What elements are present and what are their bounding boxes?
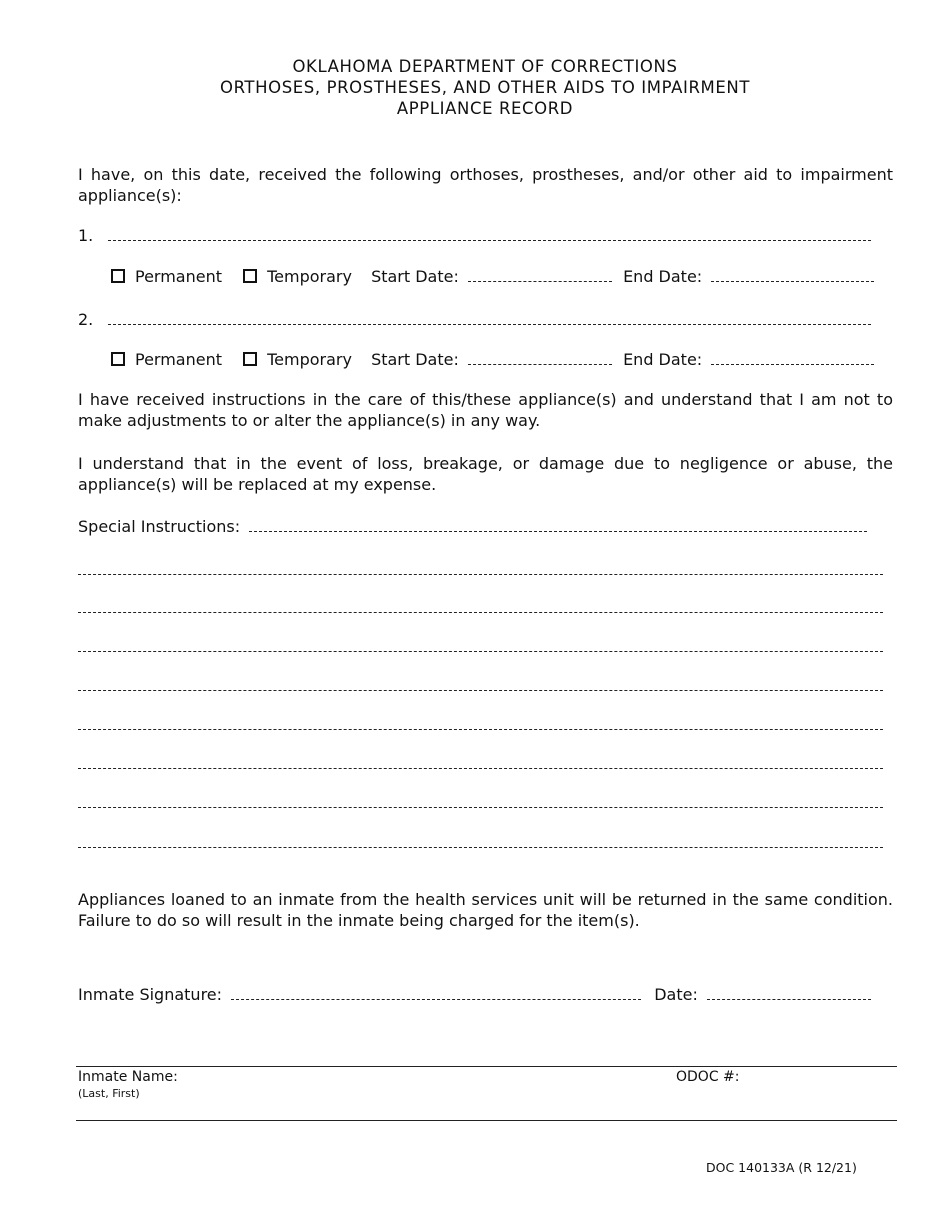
agency-title: OKLAHOMA DEPARTMENT OF CORRECTIONS	[292, 57, 678, 76]
special-instructions-line[interactable]	[78, 807, 883, 808]
inmate-name-hint: (Last, First)	[78, 1087, 140, 1100]
inmate-signature-label: Inmate Signature:	[78, 985, 223, 1004]
item-row-2	[78, 310, 871, 329]
form-subtitle: ORTHOSES, PROSTHESES, AND OTHER AIDS TO IMPAIRMENT	[219, 78, 750, 97]
inmate-signature-field[interactable]	[231, 985, 641, 1000]
temporary-label: Temporary	[267, 350, 352, 369]
end-date-field-1[interactable]	[711, 267, 874, 282]
special-instructions-line[interactable]	[78, 768, 883, 769]
special-instructions-label: Special Instructions:	[78, 517, 241, 536]
odoc-number-label: ODOC #:	[676, 1069, 740, 1085]
start-date-field-2[interactable]	[468, 350, 612, 365]
divider-line	[76, 1120, 897, 1121]
special-instructions-line[interactable]	[78, 574, 883, 575]
special-instructions-row	[78, 517, 867, 536]
special-instructions-line[interactable]	[78, 729, 883, 730]
end-date-field-2[interactable]	[711, 350, 874, 365]
start-date-field-1[interactable]	[468, 267, 612, 282]
divider-line	[76, 1066, 897, 1067]
end-date-label: End Date:	[623, 350, 703, 369]
temporary-checkbox-1[interactable]	[243, 269, 257, 283]
permanent-checkbox-1[interactable]	[111, 269, 125, 283]
item-number: 2.	[78, 310, 94, 329]
permanent-label: Permanent	[135, 350, 223, 369]
temporary-label: Temporary	[267, 267, 352, 286]
appliance-field-2[interactable]	[108, 310, 871, 325]
care-instructions-paragraph: I have received instructions in the care of this/these appliance(s) and understand that I am not to make adjustments to or alter the appliance(s) in any way.	[78, 390, 893, 430]
temporary-checkbox-2[interactable]	[243, 352, 257, 366]
form-number: DOC 140133A (R 12/21)	[706, 1160, 857, 1175]
item-row-1	[78, 226, 871, 245]
item-number: 1.	[78, 226, 94, 245]
special-instructions-field[interactable]	[249, 517, 867, 532]
end-date-label: End Date:	[623, 267, 703, 286]
special-instructions-line[interactable]	[78, 612, 883, 613]
special-instructions-line[interactable]	[78, 651, 883, 652]
form-title: APPLIANCE RECORD	[396, 99, 574, 118]
liability-paragraph: I understand that in the event of loss, breakage, or damage due to negligence or abuse, the appliance(s) will be replaced at my expense.	[78, 454, 893, 494]
permanent-checkbox-2[interactable]	[111, 352, 125, 366]
special-instructions-line[interactable]	[78, 690, 883, 691]
signature-date-label: Date:	[654, 985, 698, 1004]
loan-paragraph: Appliances loaned to an inmate from the health services unit will be returned in the same condition. Failure to do so will result in the inmate being charged for the item(s).	[78, 890, 893, 930]
inmate-name-label: Inmate Name:	[78, 1069, 178, 1085]
appliance-field-1[interactable]	[108, 226, 871, 241]
intro-paragraph: I have, on this date, received the following orthoses, prostheses, and/or other aid to impairment appliance(s):	[78, 165, 893, 205]
signature-row	[78, 985, 871, 1004]
permanent-label: Permanent	[135, 267, 223, 286]
start-date-label: Start Date:	[371, 350, 459, 369]
start-date-label: Start Date:	[371, 267, 459, 286]
special-instructions-line[interactable]	[78, 847, 883, 848]
item-options-1	[111, 267, 874, 286]
signature-date-field[interactable]	[707, 985, 871, 1000]
item-options-2	[111, 350, 874, 369]
